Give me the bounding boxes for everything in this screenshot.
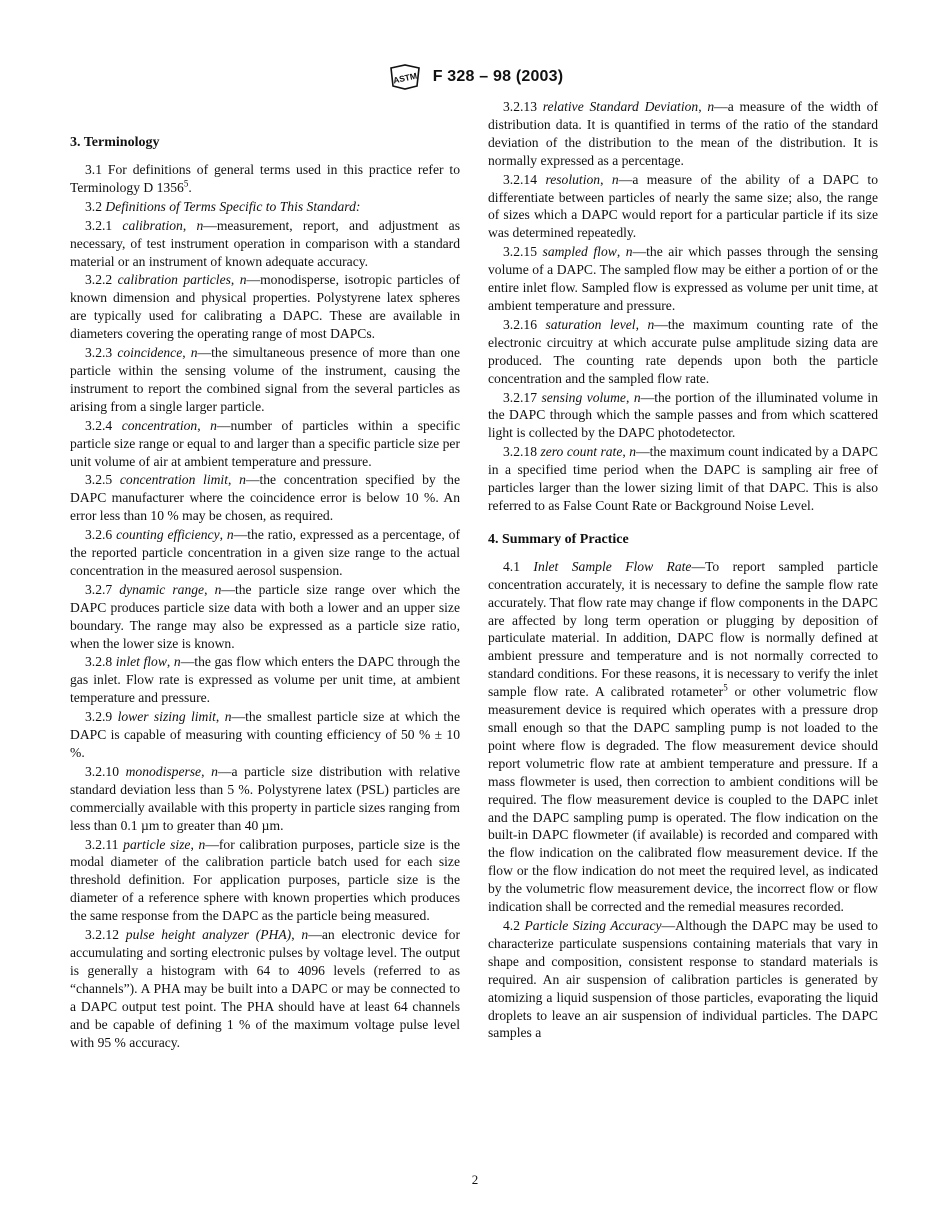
definition-item: 3.2.18 zero count rate, n—the maximum count indicated by a DAPC in a specified time period when the DAPC is sampling air free of particles larger than the lower sizing limit of that DAPC. This is also referred to as False Count Rate or Background Noise Level. <box>488 444 878 513</box>
left-column <box>70 134 460 1052</box>
definition-item: 3.2.1 calibration, n—measurement, report, and adjustment as necessary, of test instrument operation in comparison with a standard material or an instrument of known adequate accuracy. <box>70 217 460 269</box>
section-4-heading: 4. Summary of Practice <box>488 531 629 547</box>
paragraph-4-2: 4.2 Particle Sizing Accuracy—Although the DAPC may be used to characterize particulate suspensions containing materials that vary in shape and composition, consistent response to standard materials is required. An air suspension of calibration particles is generated by atomizing a liquid suspension of those particles, evaporating the liquid droplets to leave an air suspension of individual particles. The DAPC samples a <box>488 917 878 1041</box>
section-3-heading: 3. Terminology <box>70 135 160 150</box>
paragraph-4-1: 4.1 Inlet Sample Flow Rate—To report sampled particle concentration accurately, it is necessary to define the sample flow rate accurately. That flow rate may change if flow components in the DAPC are affected by long term operation or plugging by deposition of particulate material. In addition, DAPC flow is normally defined at ambient pressure and temperature and is not normally corrected to standard conditions. For these reasons, it is necessary to verify the inlet sample flow rate. A calibrated rotameter$^5$ or other volumetric flow measurement device is required which operates with a pressure drop small enough so that the DAPC sampling pump is not loaded to the point where flow is degraded. The flow measurement device should report volumetric flow rate at ambient temperature and pressure. If a mass flowmeter is used, then correction to ambient conditions will be required. The flow measurement device is coupled to the DAPC inlet and the DAPC sampling pump is operated. The flow indication on the built-in DAPC flowmeter (if available) is recorded and compared with the flow indication on the calibrated flow measurement device. If the flow or the flow indication do not meet the required level, as indicated by the volumetric flow measurement device, the incorrect flow or flow indication shall be corrected and the remedial measures recorded. <box>488 558 878 915</box>
definition-item: 3.2.2 calibration particles, n—monodisperse, isotropic particles of known dimension and physical properties. Polystyrene latex spheres are typically used for calibrating a DAPC. These are available in diameters covering the operating range of most DAPCs. <box>70 272 461 342</box>
definition-item: 3.2.12 pulse height analyzer (PHA), n—an electronic device for accumulating and sorting electronic pulses by voltage level. The output is generally a histogram with 64 to 4096 levels (referred to as “channels”). A PHA may be built into a DAPC or may be connected to a DAPC output test point. The PHA should have at least 64 channels and be capable of defining 1 % of the maximum voltage pulse level with 95 % accuracy. <box>70 927 460 1050</box>
astm-logo-icon <box>387 64 423 90</box>
document-designation: F 328 – 98 (2003) <box>432 68 564 85</box>
definition-item: 3.2.8 inlet flow, n—the gas flow which enters the DAPC through the gas inlet. Flow rate is expressed as volume per unit time, at ambient temperature and pressure. <box>70 654 460 706</box>
right-column <box>488 98 878 1043</box>
definition-item: 3.2.15 sampled flow, n—the air which passes through the sensing volume of a DAPC. The sampled flow may be either a portion of or the entire inlet flow. Sampled flow is expressed as volume per unit time, at ambient temperature and pressure. <box>488 244 879 313</box>
definition-item: 3.2.6 counting efficiency, n—the ratio, expressed as a percentage, of the reported particle concentration in a given size range to the actual concentration in the measured aerosol suspension. <box>70 527 461 578</box>
definition-item: 3.2.16 saturation level, n—the maximum counting rate of the electronic circuitry at which accurate pulse amplitude sizing data are produced. The counting rate depends upon both the particle concentration and the sampled flow rate. <box>488 316 878 386</box>
paragraph-3-2: 3.2 Definitions of Terms Specific to This Standard: <box>85 198 361 214</box>
definition-item: 3.2.14 resolution, n—a measure of the ability of a DAPC to differentiate between particles of nearly the same size; also, the range of sizes which a DAPC would report for a particular particle if its size was determined repeatedly. <box>488 171 879 241</box>
page-header <box>0 64 950 90</box>
definition-item: 3.2.9 lower sizing limit, n—the smallest particle size at which the DAPC is capable of measuring with counting efficiency of 50 % ± 10 %. <box>70 709 461 760</box>
definition-item: 3.2.5 concentration limit, n—the concentration specified by the DAPC manufacturer where the coincidence error is below 10 %. An error less than 10 % may be chosen, as required. <box>70 472 461 524</box>
definition-item: 3.2.3 coincidence, n—the simultaneous presence of more than one particle within the sensing volume of the instrument, causing the instrument to report the combined signal from the several particles as arising from a single larger particle. <box>70 345 460 414</box>
svg-text:ASTM: ASTM <box>391 70 418 86</box>
paragraph-3-1: 3.1 For definitions of general terms used in this practice refer to Terminology D 1356$^5$. <box>70 162 460 195</box>
definitions-list-right <box>488 98 878 515</box>
definition-item: 3.2.17 sensing volume, n—the portion of the illuminated volume in the DAPC through which the sample passes and from which scattered light is collected by the DAPC photodetector. <box>488 389 879 441</box>
definition-item: 3.2.7 dynamic range, n—the particle size range over which the DAPC produces particle size data with both a lower and an upper size boundary. The range may also be expressed as a particle size ratio, when the lower size is known. <box>70 581 461 651</box>
definition-item: 3.2.13 relative Standard Deviation, n—a measure of the width of distribution data. It is quantified in terms of the ratio of the standard deviation of the distribution to the mean of the distribution. It is normally expressed as a percentage. <box>488 99 878 168</box>
definition-item: 3.2.10 monodisperse, n—a particle size distribution with relative standard deviation less than 5 %. Polystyrene latex (PSL) particles are commercially available with this property in particle sizes ranging from less than 0.1 µm to greater than 40 µm. <box>70 763 460 833</box>
definition-item: 3.2.4 concentration, n—number of particles within a specific particle size range or equal to and larger than a specific particle size per unit volume of air at ambient temperature and pressure. <box>70 417 460 469</box>
definition-item: 3.2.11 particle size, n—for calibration purposes, particle size is the modal diameter of the calibration particle batch used for each size threshold definition. For application purposes, particle size is the diameter of a reference sphere with known properties which produces the same response from the DAPC as the particle being measured. <box>70 836 461 924</box>
definitions-list-left <box>70 217 460 1052</box>
page-number: 2 <box>471 1172 479 1187</box>
